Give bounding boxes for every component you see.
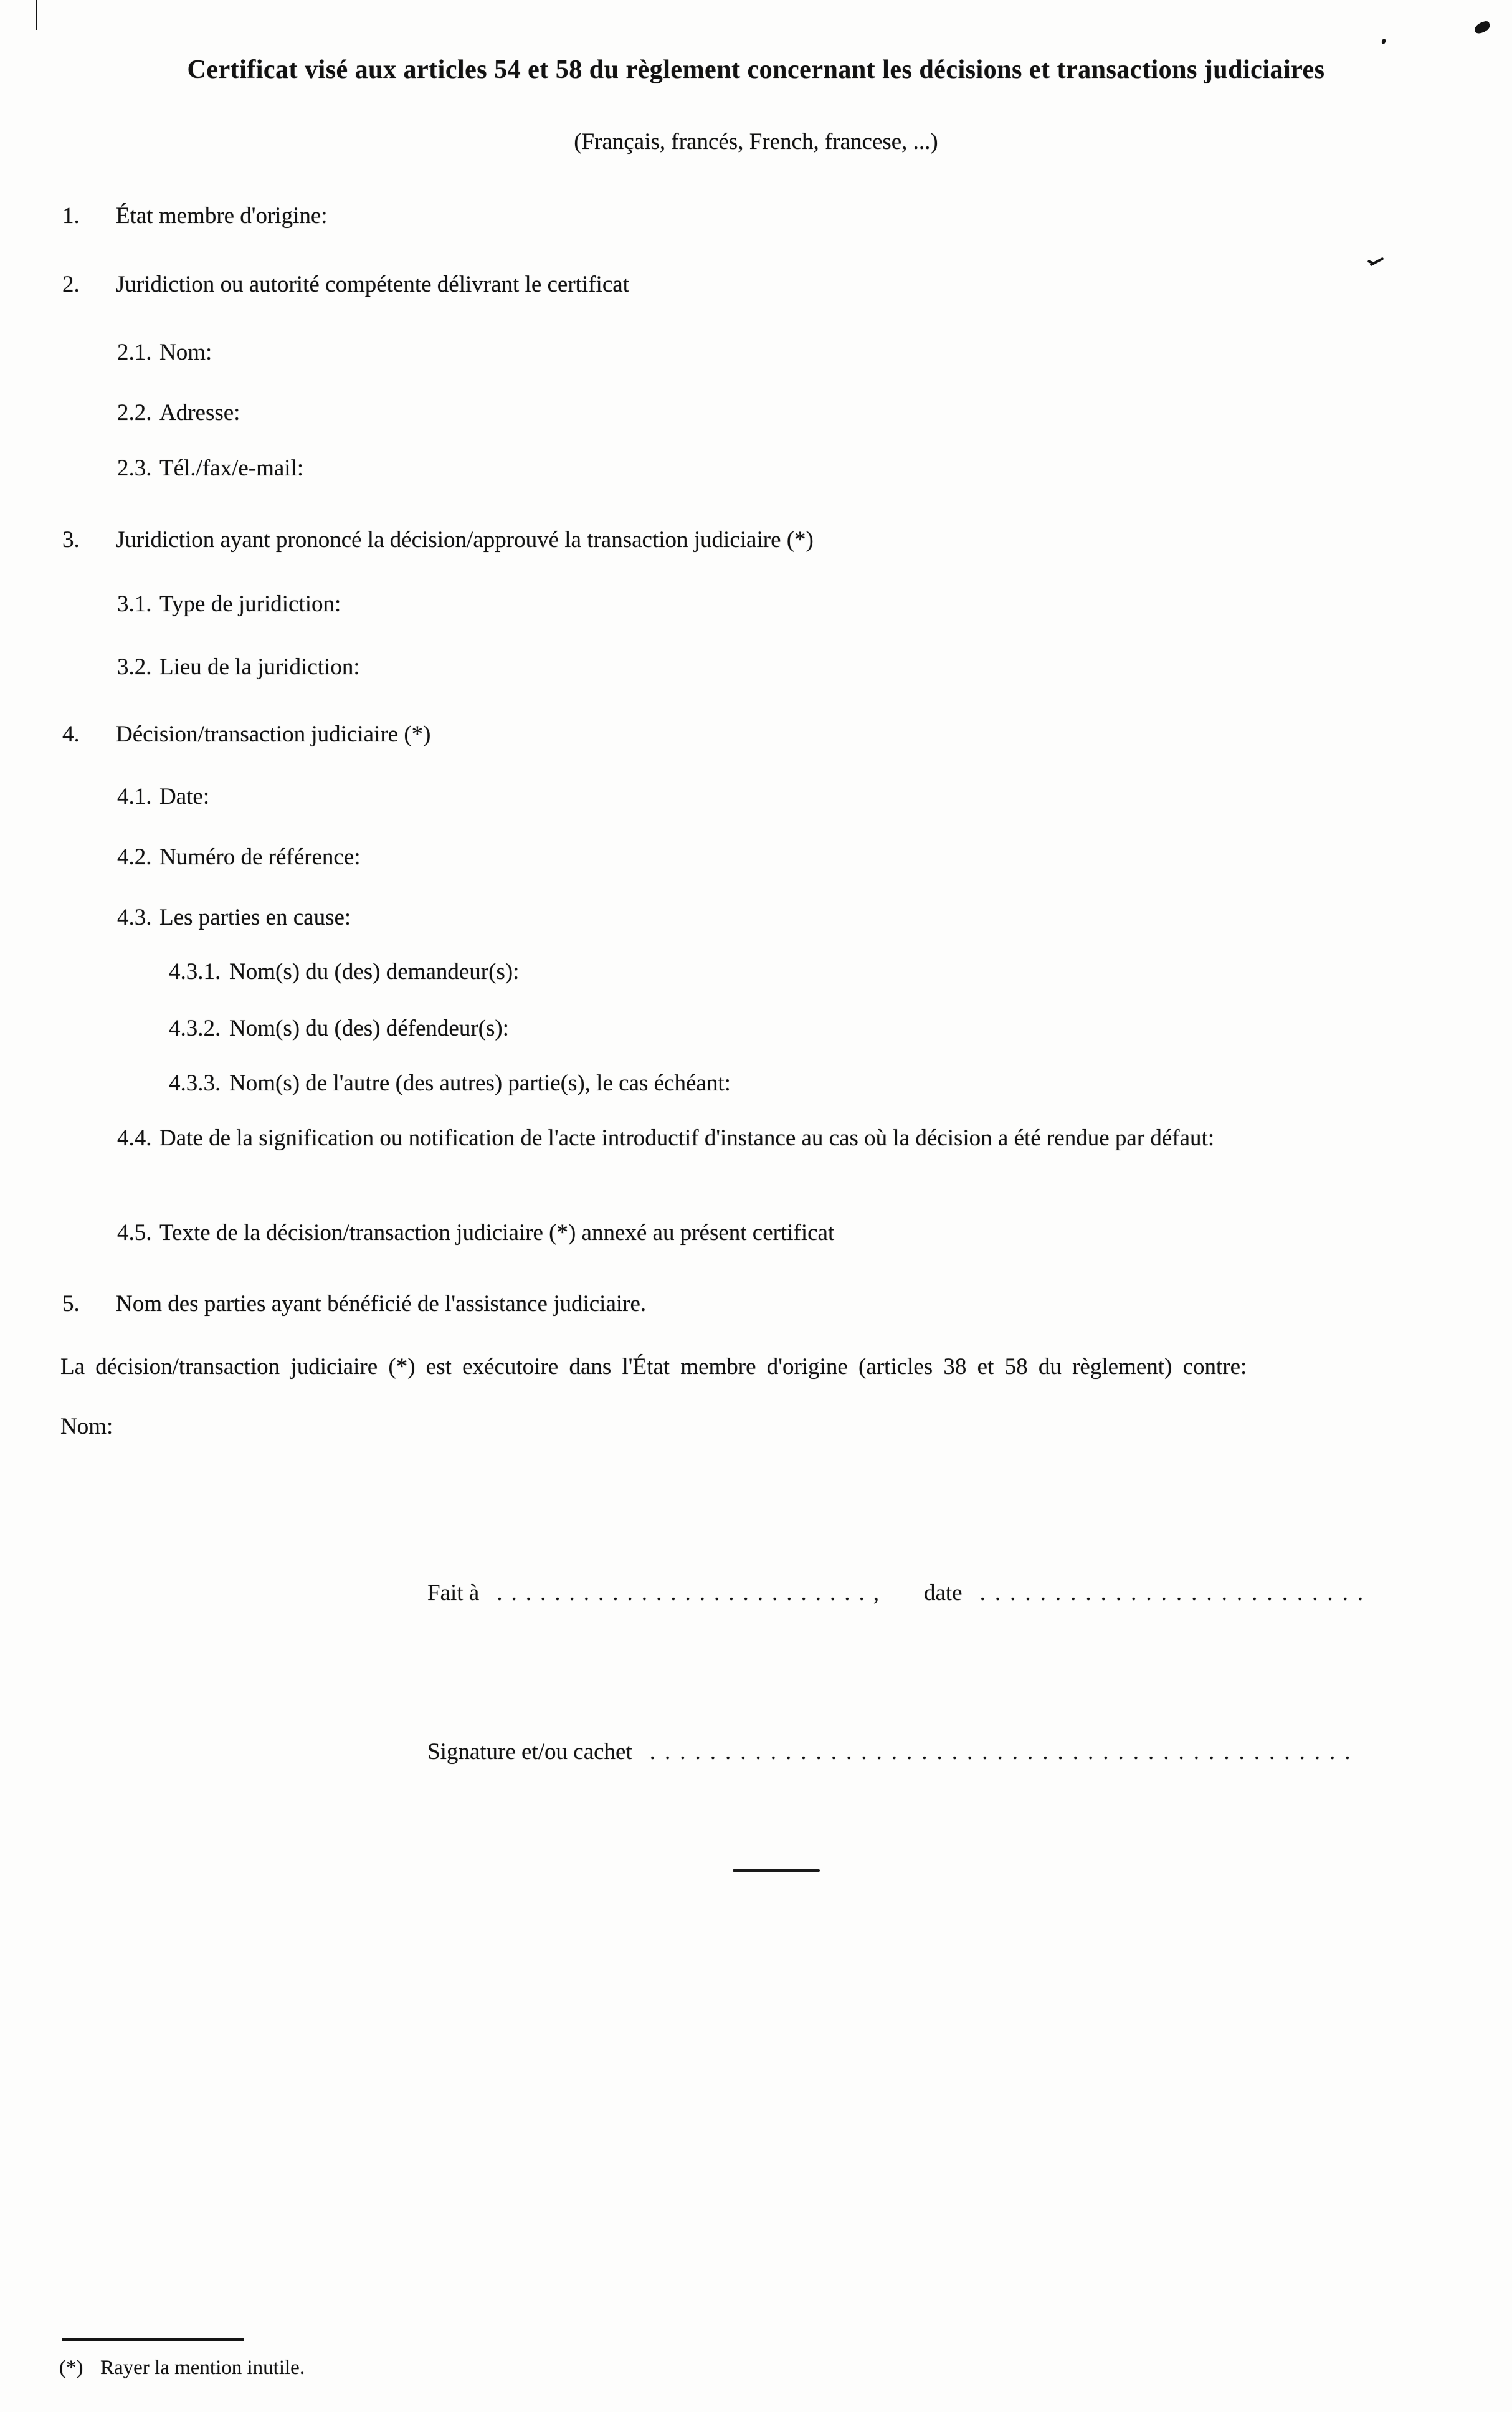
place-date-row [427,1580,1458,1606]
form-item-2-2 [117,395,1458,431]
form-item-3-2 [117,649,1458,685]
item-number: 4. [62,722,80,747]
item-number: 5. [62,1291,80,1317]
scan-artifact [1369,257,1384,267]
form-item-2-1 [117,335,1458,370]
item-number: 4.3.1. [169,959,221,984]
form-item-4-3-1 [169,954,1458,989]
item-label: Juridiction ayant prononcé la décision/approuvé la transaction judiciaire (*) [116,527,814,553]
item-label: Date: [159,784,210,809]
item-number: 4.5. [117,1220,152,1246]
item-label: Texte de la décision/transaction judiciaire (*) annexé au présent certificat [159,1220,835,1246]
item-number: 4.1. [117,784,152,809]
item-label: Type de juridiction: [159,591,341,617]
form-item-2 [62,267,1458,302]
item-number: 2.2. [117,400,152,426]
item-number: 3. [62,527,80,553]
item-number: 1. [62,203,80,229]
separator-line [733,1869,820,1872]
page-subtitle: (Français, francés, French, francese, ...) [574,129,938,155]
enforceability-statement: La décision/transaction judiciaire (*) est exécutoire dans l'État membre d'origine (articles 38 et 58 du règlement) contre: [60,1354,1247,1380]
item-label: Tél./fax/e-mail: [159,455,304,481]
item-label: Les parties en cause: [159,905,351,930]
item-label: Nom(s) du (des) demandeur(s): [229,959,520,984]
scan-artifact [1473,20,1491,34]
footnote-marker: (*) [59,2357,83,2379]
item-number: 3.2. [117,654,152,680]
form-item-4-3-3 [169,1065,1458,1101]
form-item-4-5 [117,1215,1458,1251]
item-label: Décision/transaction judiciaire (*) [116,722,431,747]
item-label: Nom(s) du (des) défendeur(s): [229,1016,509,1041]
footnote-text: Rayer la mention inutile. [100,2357,305,2379]
item-number: 4.2. [117,844,152,870]
page-title: Certificat visé aux articles 54 et 58 du règlement concernant les décisions et transactions judiciaires [187,55,1325,84]
form-item-4-3-2 [169,1011,1458,1046]
form-item-1 [62,198,1458,234]
item-number: 4.4. [117,1125,152,1151]
item-number: 2.1. [117,340,152,365]
form-item-3 [62,522,1458,558]
footnote [59,2357,305,2380]
item-number: 3.1. [117,591,152,617]
form-item-3-1 [117,586,1458,622]
item-number: 4.3.2. [169,1016,221,1041]
signature-row [427,1738,1458,1765]
form-item-4-3 [117,900,1458,935]
item-number: 2. [62,272,80,297]
item-label: Numéro de référence: [159,844,361,870]
fait-a-dotted-line: .........................., [497,1580,888,1606]
item-label: Lieu de la juridiction: [159,654,360,680]
scan-artifact [1381,38,1387,45]
item-label: Nom: [159,340,212,365]
item-label: Nom des parties ayant bénéficié de l'assistance judiciaire. [116,1291,647,1317]
item-label: Adresse: [159,400,240,426]
date-label: date [923,1580,963,1606]
item-label: Date de la signification ou notification de l'acte introductif d'instance au cas où la décision a été rendue par défaut: [159,1125,1215,1151]
form-item-5 [62,1286,1458,1322]
item-number: 4.3.3. [169,1070,221,1096]
fait-a-label: Fait à [427,1580,480,1606]
item-label: Nom(s) de l'autre (des autres) partie(s), le cas échéant: [229,1070,731,1096]
form-item-2-3 [117,450,1458,486]
form-item-4-4 [117,1120,1458,1156]
signature-dotted-line: ............................................... [649,1739,1360,1765]
item-label: Juridiction ou autorité compétente délivrant le certificat [116,272,629,297]
item-number: 4.3. [117,905,152,930]
footnote-rule [62,2338,244,2341]
scan-artifact [36,0,37,30]
form-item-4-2 [117,839,1458,875]
name-label: Nom: [60,1414,113,1439]
item-number: 2.3. [117,455,152,481]
form-item-4-1 [117,779,1458,814]
signature-label: Signature et/ou cachet [427,1739,632,1765]
item-label: État membre d'origine: [116,203,328,229]
form-item-4 [62,717,1458,752]
date-dotted-line: .......................... [979,1580,1373,1606]
